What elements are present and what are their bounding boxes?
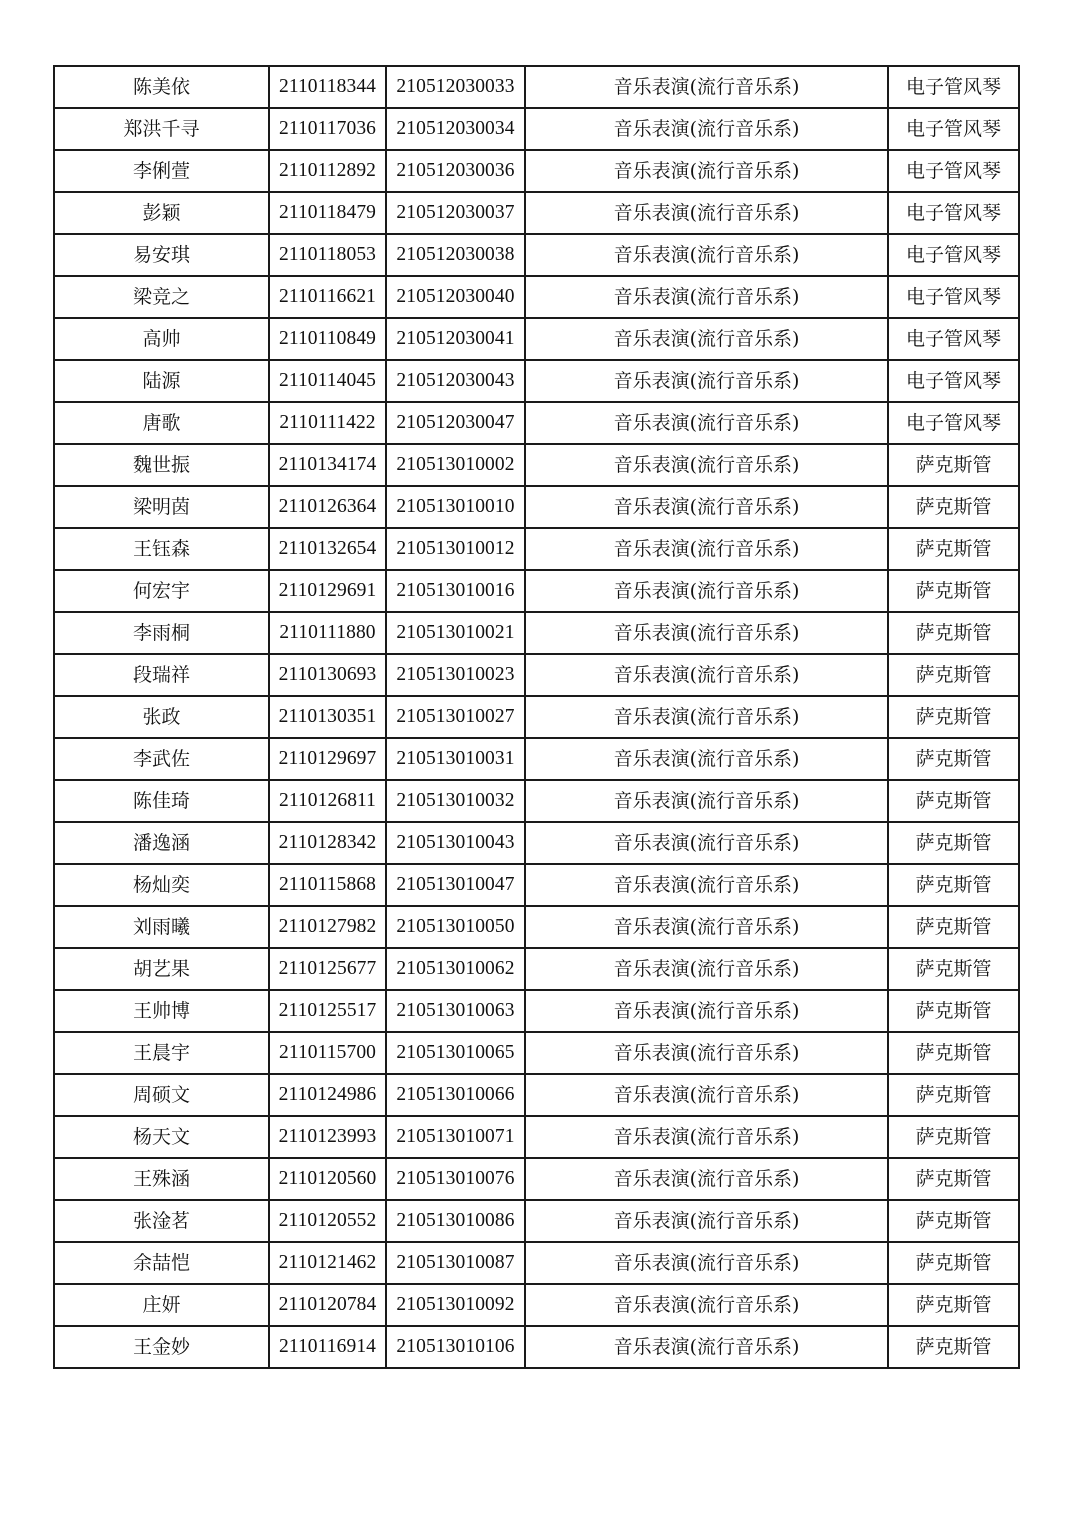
student-name-cell: 郑洪千寻 [54, 108, 269, 150]
student-name-cell: 梁竞之 [54, 276, 269, 318]
major-cell: 音乐表演(流行音乐系) [525, 654, 888, 696]
major-cell: 音乐表演(流行音乐系) [525, 1284, 888, 1326]
candidate-id-cell: 210512030034 [386, 108, 525, 150]
exam-number-cell: 2110130693 [269, 654, 386, 696]
major-cell: 音乐表演(流行音乐系) [525, 906, 888, 948]
candidate-id-cell: 210513010086 [386, 1200, 525, 1242]
table-row [54, 276, 1019, 318]
student-name-cell: 张淦茗 [54, 1200, 269, 1242]
direction-cell: 萨克斯管 [888, 1326, 1019, 1368]
candidate-id-cell: 210513010016 [386, 570, 525, 612]
candidate-id-cell: 210512030036 [386, 150, 525, 192]
student-name-cell: 庄妍 [54, 1284, 269, 1326]
table-row [54, 864, 1019, 906]
major-cell: 音乐表演(流行音乐系) [525, 948, 888, 990]
direction-cell: 电子管风琴 [888, 276, 1019, 318]
major-cell: 音乐表演(流行音乐系) [525, 234, 888, 276]
student-name-cell: 唐歌 [54, 402, 269, 444]
table-row [54, 738, 1019, 780]
student-name-cell: 易安琪 [54, 234, 269, 276]
student-name-cell: 王帅博 [54, 990, 269, 1032]
exam-number-cell: 2110115700 [269, 1032, 386, 1074]
exam-number-cell: 2110130351 [269, 696, 386, 738]
direction-cell: 萨克斯管 [888, 1116, 1019, 1158]
direction-cell: 萨克斯管 [888, 738, 1019, 780]
table-row [54, 1284, 1019, 1326]
direction-cell: 萨克斯管 [888, 780, 1019, 822]
candidate-id-cell: 210513010043 [386, 822, 525, 864]
table-row [54, 990, 1019, 1032]
direction-cell: 电子管风琴 [888, 402, 1019, 444]
exam-number-cell: 2110120552 [269, 1200, 386, 1242]
exam-number-cell: 2110118479 [269, 192, 386, 234]
table-row [54, 444, 1019, 486]
student-name-cell: 彭颖 [54, 192, 269, 234]
admission-list-table [53, 65, 1020, 1369]
direction-cell: 萨克斯管 [888, 906, 1019, 948]
table-row [54, 402, 1019, 444]
candidate-id-cell: 210513010010 [386, 486, 525, 528]
table-row [54, 1032, 1019, 1074]
candidate-id-cell: 210513010012 [386, 528, 525, 570]
student-name-cell: 王金妙 [54, 1326, 269, 1368]
direction-cell: 萨克斯管 [888, 1032, 1019, 1074]
table-row [54, 1116, 1019, 1158]
exam-number-cell: 2110118053 [269, 234, 386, 276]
table-row [54, 1158, 1019, 1200]
candidate-id-cell: 210513010023 [386, 654, 525, 696]
direction-cell: 萨克斯管 [888, 1074, 1019, 1116]
major-cell: 音乐表演(流行音乐系) [525, 570, 888, 612]
student-name-cell: 李雨桐 [54, 612, 269, 654]
major-cell: 音乐表演(流行音乐系) [525, 150, 888, 192]
student-name-cell: 陆源 [54, 360, 269, 402]
exam-number-cell: 2110126811 [269, 780, 386, 822]
exam-number-cell: 2110118344 [269, 66, 386, 108]
candidate-id-cell: 210513010050 [386, 906, 525, 948]
candidate-id-cell: 210512030047 [386, 402, 525, 444]
candidate-id-cell: 210512030037 [386, 192, 525, 234]
table-row [54, 906, 1019, 948]
exam-number-cell: 2110125677 [269, 948, 386, 990]
table-row [54, 318, 1019, 360]
candidate-id-cell: 210513010066 [386, 1074, 525, 1116]
table-row [54, 612, 1019, 654]
exam-number-cell: 2110124986 [269, 1074, 386, 1116]
table-row [54, 696, 1019, 738]
student-name-cell: 李俐萱 [54, 150, 269, 192]
direction-cell: 萨克斯管 [888, 444, 1019, 486]
direction-cell: 电子管风琴 [888, 150, 1019, 192]
table-row [54, 66, 1019, 108]
exam-number-cell: 2110125517 [269, 990, 386, 1032]
major-cell: 音乐表演(流行音乐系) [525, 738, 888, 780]
major-cell: 音乐表演(流行音乐系) [525, 822, 888, 864]
exam-number-cell: 2110120784 [269, 1284, 386, 1326]
major-cell: 音乐表演(流行音乐系) [525, 108, 888, 150]
exam-number-cell: 2110117036 [269, 108, 386, 150]
exam-number-cell: 2110129691 [269, 570, 386, 612]
candidate-id-cell: 210512030038 [386, 234, 525, 276]
table-row [54, 486, 1019, 528]
student-name-cell: 李武佐 [54, 738, 269, 780]
major-cell: 音乐表演(流行音乐系) [525, 1158, 888, 1200]
exam-number-cell: 2110132654 [269, 528, 386, 570]
table-row [54, 192, 1019, 234]
student-name-cell: 张政 [54, 696, 269, 738]
student-name-cell: 潘逸涵 [54, 822, 269, 864]
exam-number-cell: 2110129697 [269, 738, 386, 780]
exam-number-cell: 2110128342 [269, 822, 386, 864]
student-name-cell: 刘雨曦 [54, 906, 269, 948]
major-cell: 音乐表演(流行音乐系) [525, 1074, 888, 1116]
table-body [54, 66, 1019, 1368]
student-name-cell: 余喆恺 [54, 1242, 269, 1284]
student-name-cell: 陈美依 [54, 66, 269, 108]
student-name-cell: 高帅 [54, 318, 269, 360]
major-cell: 音乐表演(流行音乐系) [525, 192, 888, 234]
table-row [54, 360, 1019, 402]
direction-cell: 萨克斯管 [888, 822, 1019, 864]
direction-cell: 萨克斯管 [888, 528, 1019, 570]
major-cell: 音乐表演(流行音乐系) [525, 276, 888, 318]
exam-number-cell: 2110115868 [269, 864, 386, 906]
candidate-id-cell: 210513010071 [386, 1116, 525, 1158]
table-row [54, 654, 1019, 696]
direction-cell: 萨克斯管 [888, 654, 1019, 696]
candidate-id-cell: 210513010076 [386, 1158, 525, 1200]
direction-cell: 电子管风琴 [888, 234, 1019, 276]
table-row [54, 1074, 1019, 1116]
exam-number-cell: 2110111422 [269, 402, 386, 444]
major-cell: 音乐表演(流行音乐系) [525, 444, 888, 486]
table-row [54, 1242, 1019, 1284]
table-row [54, 1200, 1019, 1242]
student-name-cell: 杨灿奕 [54, 864, 269, 906]
major-cell: 音乐表演(流行音乐系) [525, 486, 888, 528]
candidate-id-cell: 210513010092 [386, 1284, 525, 1326]
table-row [54, 948, 1019, 990]
major-cell: 音乐表演(流行音乐系) [525, 696, 888, 738]
candidate-id-cell: 210513010002 [386, 444, 525, 486]
exam-number-cell: 2110123993 [269, 1116, 386, 1158]
table-row [54, 780, 1019, 822]
candidate-id-cell: 210512030041 [386, 318, 525, 360]
direction-cell: 萨克斯管 [888, 486, 1019, 528]
student-name-cell: 何宏宇 [54, 570, 269, 612]
exam-number-cell: 2110126364 [269, 486, 386, 528]
exam-number-cell: 2110112892 [269, 150, 386, 192]
direction-cell: 萨克斯管 [888, 570, 1019, 612]
major-cell: 音乐表演(流行音乐系) [525, 1116, 888, 1158]
candidate-id-cell: 210513010021 [386, 612, 525, 654]
student-name-cell: 王殊涵 [54, 1158, 269, 1200]
table-row [54, 1326, 1019, 1368]
candidate-id-cell: 210513010027 [386, 696, 525, 738]
candidate-id-cell: 210513010106 [386, 1326, 525, 1368]
direction-cell: 萨克斯管 [888, 696, 1019, 738]
exam-number-cell: 2110116621 [269, 276, 386, 318]
table-row [54, 234, 1019, 276]
major-cell: 音乐表演(流行音乐系) [525, 1242, 888, 1284]
candidate-id-cell: 210512030043 [386, 360, 525, 402]
direction-cell: 电子管风琴 [888, 318, 1019, 360]
major-cell: 音乐表演(流行音乐系) [525, 780, 888, 822]
direction-cell: 萨克斯管 [888, 948, 1019, 990]
direction-cell: 电子管风琴 [888, 108, 1019, 150]
exam-number-cell: 2110116914 [269, 1326, 386, 1368]
exam-number-cell: 2110114045 [269, 360, 386, 402]
exam-number-cell: 2110110849 [269, 318, 386, 360]
direction-cell: 萨克斯管 [888, 1242, 1019, 1284]
major-cell: 音乐表演(流行音乐系) [525, 402, 888, 444]
exam-number-cell: 2110121462 [269, 1242, 386, 1284]
student-name-cell: 梁明茵 [54, 486, 269, 528]
major-cell: 音乐表演(流行音乐系) [525, 360, 888, 402]
candidate-id-cell: 210513010032 [386, 780, 525, 822]
major-cell: 音乐表演(流行音乐系) [525, 1326, 888, 1368]
direction-cell: 萨克斯管 [888, 612, 1019, 654]
student-name-cell: 周硕文 [54, 1074, 269, 1116]
table-row [54, 528, 1019, 570]
major-cell: 音乐表演(流行音乐系) [525, 612, 888, 654]
candidate-id-cell: 210513010047 [386, 864, 525, 906]
student-name-cell: 王钰森 [54, 528, 269, 570]
direction-cell: 电子管风琴 [888, 66, 1019, 108]
candidate-id-cell: 210512030033 [386, 66, 525, 108]
direction-cell: 萨克斯管 [888, 864, 1019, 906]
candidate-id-cell: 210512030040 [386, 276, 525, 318]
exam-number-cell: 2110134174 [269, 444, 386, 486]
exam-number-cell: 2110120560 [269, 1158, 386, 1200]
major-cell: 音乐表演(流行音乐系) [525, 1032, 888, 1074]
student-name-cell: 杨天文 [54, 1116, 269, 1158]
direction-cell: 萨克斯管 [888, 990, 1019, 1032]
student-name-cell: 胡艺果 [54, 948, 269, 990]
table-row [54, 150, 1019, 192]
table-row [54, 570, 1019, 612]
candidate-id-cell: 210513010087 [386, 1242, 525, 1284]
student-name-cell: 段瑞祥 [54, 654, 269, 696]
candidate-id-cell: 210513010031 [386, 738, 525, 780]
student-name-cell: 魏世振 [54, 444, 269, 486]
major-cell: 音乐表演(流行音乐系) [525, 66, 888, 108]
major-cell: 音乐表演(流行音乐系) [525, 990, 888, 1032]
direction-cell: 萨克斯管 [888, 1158, 1019, 1200]
table-row [54, 108, 1019, 150]
direction-cell: 电子管风琴 [888, 360, 1019, 402]
direction-cell: 电子管风琴 [888, 192, 1019, 234]
student-name-cell: 陈佳琦 [54, 780, 269, 822]
student-name-cell: 王晨宇 [54, 1032, 269, 1074]
exam-number-cell: 2110127982 [269, 906, 386, 948]
candidate-id-cell: 210513010065 [386, 1032, 525, 1074]
major-cell: 音乐表演(流行音乐系) [525, 1200, 888, 1242]
major-cell: 音乐表演(流行音乐系) [525, 528, 888, 570]
candidate-id-cell: 210513010063 [386, 990, 525, 1032]
candidate-id-cell: 210513010062 [386, 948, 525, 990]
direction-cell: 萨克斯管 [888, 1284, 1019, 1326]
major-cell: 音乐表演(流行音乐系) [525, 864, 888, 906]
table-row [54, 822, 1019, 864]
direction-cell: 萨克斯管 [888, 1200, 1019, 1242]
exam-number-cell: 2110111880 [269, 612, 386, 654]
major-cell: 音乐表演(流行音乐系) [525, 318, 888, 360]
